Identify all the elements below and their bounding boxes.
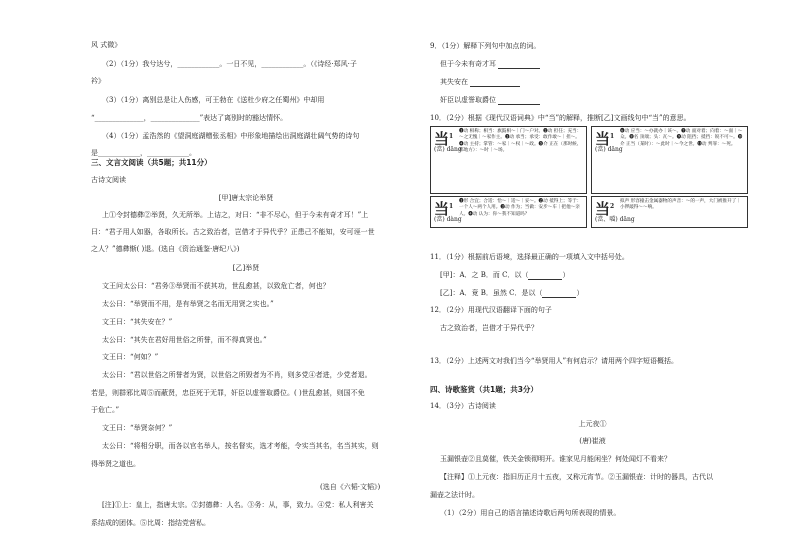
reading-intro: 古诗文阅读 <box>91 176 126 184</box>
question-13: 13．（2分）上述两文对我们当今“举贤用人”有何启示？请用两个四字短语概括。 <box>430 357 679 365</box>
poem-title: 上元夜① <box>578 420 607 428</box>
question-4-blanks: 是____________，____________。 <box>91 149 196 157</box>
question-9-item-2: 其失安在 <box>440 77 520 87</box>
question-11-yi: [乙]：A．竟 B．虽然 C．是以（ ） <box>440 289 584 297</box>
question-3-line: （3）（1分）离别总是让人伤感，可王勃在《送杜少府之任蜀州》中却用 <box>102 96 325 104</box>
passage-yi-line-7: 若是，则群邪比周⑤而蔽贤，忠臣死于无罪，奸臣以虚誉取爵位。( )世乱愈甚，则国不免 <box>91 389 365 397</box>
passage-yi-line-1: 文王问太公曰：“君务③举贤而不获其功，世乱愈甚，以致危亡者，何也？ <box>102 282 330 290</box>
question-2-line: （2）（1分）我兮达兮，____________。一日不见，____________。（《诗经·郑风·子 <box>102 60 357 68</box>
poem-note-line-1: 【注释】①上元夜：指旧历正月十五夜，又称元宵节。②玉漏银壶：计时的器具，古代以 <box>440 473 713 481</box>
annotation-line-2: 系结成的团体。⑤比周：指结党营私。 <box>91 519 210 527</box>
dictionary-entry-1 <box>430 126 587 194</box>
passage-jia-line-1: 上①令封德彝②举贤，久无所举。上诘之，对曰：“非不尽心，但于今未有奇才耳！”上 <box>102 211 369 219</box>
entry-definition: ❻动 应当：～办就办｜该～。❼动 面对着；向着：～面｜～众。❽名 顶端；头：瓦～。❾动 阻挡；抵挡：锐不可～。❿介 正当（某时）：～此时｜～今之世。⓫动 判罪：～死。 <box>620 129 743 147</box>
passage-yi-line-2: 太公曰：“举贤而不用，是有举贤之名而无用贤之实也。” <box>102 300 274 308</box>
entry-character: 当$^1$ <box>595 130 615 148</box>
passage-jia-line-2: 曰：“君子用人如器，各取所长。古之致治者，岂借才于异代乎？正患己不能知，安可诬一世 <box>91 228 375 236</box>
answer-blank[interactable] <box>498 60 540 69</box>
entry-pronunciation: (當、噹) dāng <box>595 216 635 223</box>
passage-jia-line-3: 之人？”德彝惭( )退。(选自《资治通鉴·唐纪八》) <box>91 245 240 253</box>
dictionary-entry-2 <box>591 126 748 194</box>
entry-definition: ❶动 相称；相当：旗鼓相～｜门～户对。❷动 担任；充当：～之无愧｜～家作主。❸动 承当；承受：敢作敢～｜担～。❹动 主持；掌管：～家｜～权｜～政。❺介 正在（那时候、那地方）：～时｜～场。 <box>459 129 582 153</box>
question-12: 12．（2分）用现代汉语翻译下面的句子 <box>430 306 552 314</box>
entry-character: 当$^1$ <box>434 130 454 148</box>
answer-blank[interactable] <box>542 289 576 298</box>
entry-definition: ❶形 合宜；合适：恰～｜适～｜妥～。❷动 抵得上；等于：一个人～两个人用。❸动 作为；当做：安步～车｜把他～亲人。❹动 认为：你～我不知道吗？ <box>459 199 582 217</box>
entry-definition: 拟声 形容撞击金属器物的声音：～的一声，大门被推开了｜小锣敲得～～响。 <box>620 199 741 211</box>
annotation-line-1: [注]①上：皇上，指唐太宗。②封德彝：人名。③务：从，事，致力。④党：私人利害关 <box>102 501 374 509</box>
question-11-jia: [甲]：A．之 B．而 C．以（ ） <box>440 271 570 279</box>
question-9: 9．（1分）解释下列句中加点的词。 <box>430 42 541 50</box>
passage-jia-title: [甲]唐太宗论举贤 <box>218 194 274 202</box>
passage-yi-line-10: 太公曰：“将相分职，而各以官名举人，按名督实，选才考能，令实当其名，名当其实，则 <box>102 442 379 450</box>
poem-text: 玉漏银壶②且莫催，铁关金锁彻明开。谁家见月能闲坐？何处闻灯不看来？ <box>440 455 671 463</box>
entry-pronunciation: (當) dàng <box>434 216 462 223</box>
answer-blank[interactable] <box>528 271 562 280</box>
question-9-item-3: 奸臣以虚誉取爵位 <box>440 95 540 105</box>
passage-yi-line-11: 得举贤之道也。 <box>91 460 140 468</box>
poem-note-line-2: 漏壶之法计时。 <box>430 491 479 499</box>
passage-yi-line-8: 于危亡。” <box>91 406 120 414</box>
entry-pronunciation: (當) dāng <box>595 146 623 153</box>
dictionary-entry-3 <box>430 196 587 228</box>
question-10: 10．（2分）根据《现代汉语词典》中“当”的解释，推断[乙]文画线句中“当”的意思。 <box>430 114 691 122</box>
answer-blank[interactable] <box>470 78 520 87</box>
poem-fill-line: 风 式微》 <box>91 41 122 49</box>
question-4-line: （4）（1分）孟浩然的《望洞庭湖赠张丞相》中形象地描绘出洞庭湖壮阔气势的诗句 <box>102 132 360 140</box>
passage-yi-line-3: 文王曰：“其失安在？” <box>102 318 173 326</box>
entry-character: 当$^2$ <box>595 200 615 218</box>
entry-character: 当$^1$ <box>434 200 454 218</box>
dictionary-entry-4 <box>591 196 748 228</box>
question-3-blanks: “______________，______________”表达了离别时的豁达情怀。 <box>91 114 288 122</box>
passage-yi-line-6: 太公曰：“君以世俗之所誉者为贤，以世俗之所毁者为不肖，则多党④者进，少党者退。 <box>102 371 372 379</box>
entry-pronunciation: (當) dāng <box>434 146 462 153</box>
passage-yi-source: (选自《六韬·文韬》) <box>320 483 381 491</box>
question-14: 14．（3分）古诗阅读 <box>430 402 496 410</box>
passage-yi-line-4: 太公曰：“其失在君好用世俗之所誉，而不得真贤也。” <box>102 336 267 344</box>
passage-yi-title: [乙]举贤 <box>232 264 260 272</box>
answer-blank[interactable] <box>498 96 540 105</box>
question-11: 11．（1分）根据前后语境，选择最正确的一项填入文中括号处。 <box>430 253 629 261</box>
passage-yi-line-9: 文王曰：“举贤奈何？” <box>102 424 173 432</box>
question-2-source: 衿》 <box>91 77 105 85</box>
section-3-heading: 三、文言文阅读（共5题；共11分） <box>91 158 212 167</box>
poem-author: (唐)崔液 <box>579 437 606 445</box>
section-4-heading: 四、诗歌鉴赏（共1题；共3分） <box>430 385 538 394</box>
question-14-part-1: （1）（2分）用自己的语言描述诗歌后两句所表现的情景。 <box>440 509 621 517</box>
question-12-sentence: 古之致治者，岂借才于异代乎？ <box>440 324 538 332</box>
question-9-item-1: 但于今未有奇才耳 <box>440 59 540 69</box>
passage-yi-line-5: 文王曰：“何如？” <box>102 353 159 361</box>
